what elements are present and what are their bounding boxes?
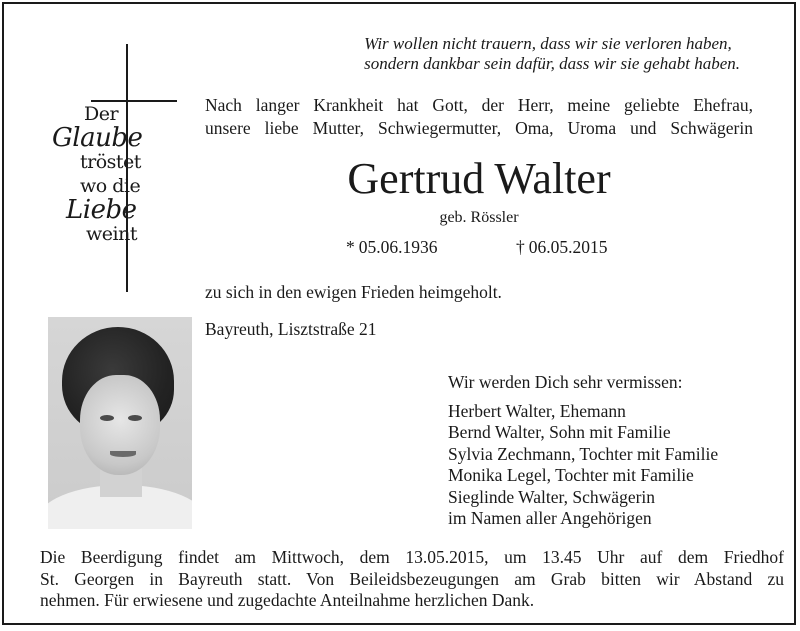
obituary-notice xyxy=(2,2,796,625)
verse-line-2: Glaube xyxy=(52,123,143,153)
death-dagger-icon: † xyxy=(516,237,525,257)
portrait-face xyxy=(80,375,160,475)
mourner-item: Herbert Walter, Ehemann xyxy=(448,400,626,421)
portrait-photo xyxy=(48,317,192,529)
deceased-name: Gertrud Walter xyxy=(347,154,611,203)
handwritten-verse xyxy=(44,102,164,246)
portrait-eye-left xyxy=(100,415,114,421)
funeral-notice xyxy=(40,547,784,612)
mourners-list xyxy=(448,372,718,530)
verse-line-6: weint xyxy=(86,223,137,245)
intro-line-1: Nach langer Krankheit hat Gott, der Herr, meine geliebte Ehefrau, xyxy=(205,95,753,115)
mourner-item: Monika Legel, Tochter mit Familie xyxy=(448,465,694,485)
birth-date-value: 05.06.1936 xyxy=(358,237,438,257)
death-date-value: 06.05.2015 xyxy=(528,237,608,257)
mourner-item: Bernd Walter, Sohn mit Familie xyxy=(448,422,671,442)
maiden-name: geb. Rössler xyxy=(439,209,519,226)
intro-line-2: unsere liebe Mutter, Schwiegermutter, Oma, Uroma und Schwägerin xyxy=(205,118,753,138)
intro-text xyxy=(205,94,753,140)
verse-line-3: tröstet xyxy=(80,151,141,173)
portrait-mouth xyxy=(110,451,136,457)
verse-line-5: Liebe xyxy=(66,195,137,225)
mourners-heading: Wir werden Dich sehr vermissen: xyxy=(448,372,683,392)
mourner-item: Sylvia Zechmann, Tochter mit Familie xyxy=(448,443,719,464)
funeral-line-2: St. Georgen in Bayreuth statt. Von Beileidsbezeugungen am Grab bitten wir Abstand zu xyxy=(40,568,784,589)
closing-text: zu sich in den ewigen Frieden heimgeholt. xyxy=(205,282,502,302)
motto-line-2: sondern dankbar sein dafür, dass wir sie gehabt haben. xyxy=(364,54,740,73)
verse-line-4: wo die xyxy=(80,175,141,197)
motto-quote xyxy=(364,34,740,74)
mourner-item: Sieglinde Walter, Schwägerin xyxy=(448,486,656,507)
death-date xyxy=(516,237,608,258)
motto-line-1: Wir wollen nicht trauern, dass wir sie verloren haben, xyxy=(364,34,732,53)
birth-star-icon: * xyxy=(346,237,355,257)
portrait-eye-right xyxy=(128,415,142,421)
birth-date xyxy=(346,237,438,258)
funeral-line-3: nehmen. Für erwiesene und zugedachte Anteilnahme herzlichen Dank. xyxy=(40,590,535,610)
funeral-line-1: Die Beerdigung findet am Mittwoch, dem 13.05.2015, um 13.45 Uhr auf dem Friedhof xyxy=(40,547,784,567)
mourner-item: im Namen aller Angehörigen xyxy=(448,508,652,528)
residence-address: Bayreuth, Lisztstraße 21 xyxy=(205,319,377,339)
verse-line-1: Der xyxy=(84,103,119,125)
